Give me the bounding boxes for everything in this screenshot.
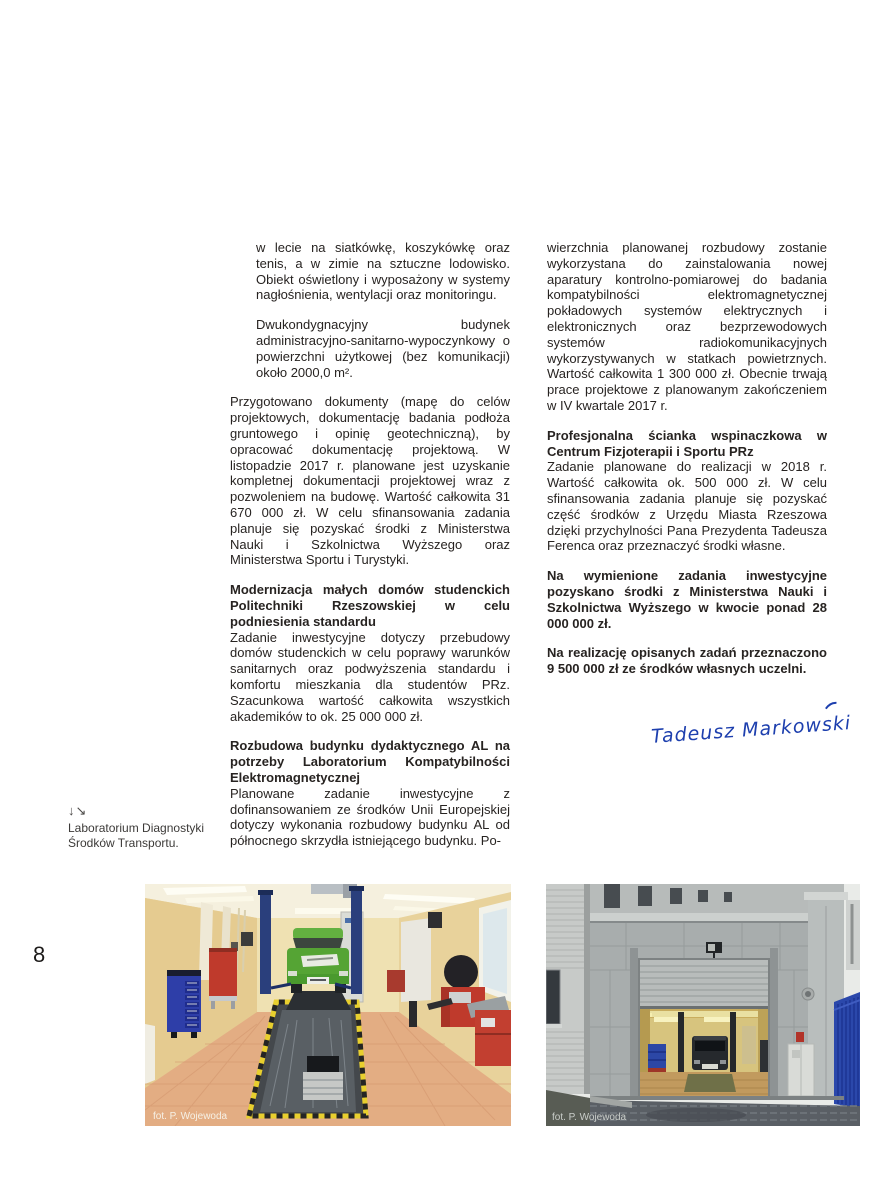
page-number: 8 <box>33 942 46 967</box>
paragraph-admin-building: Dwukondygnacyjny budynek administracyjno-sanitarno-wypoczynkowy o powierzchni użytkowej (bez komunikacji) około 2000,0 m². <box>256 317 510 380</box>
caption-line-2: Środków Transportu. <box>68 836 179 850</box>
paragraph-funding-own: Na realizację opisanych zadań przeznaczono 9 500 000 zł ze środków własnych uczelni. <box>547 645 827 677</box>
section-heading-modernizacja: Modernizacja małych domów studenckich Politechniki Rzeszowskiej w celu podniesienia standardu <box>230 582 510 629</box>
signature-text: Tadeusz Markowski <box>650 711 852 748</box>
tool-cabinet-red <box>209 948 237 1009</box>
photo-lab-interior-art <box>145 884 511 1126</box>
paragraph-documentation: Przygotowano dokumenty (mapę do celów projektowych, dokumentację badania podłoża gruntowego i opinię geotechniczną), by opracować dokumentację projektową. W listopadzie 2017 r. planowane jest uzyskanie kompletnej dokumentacji projektowej wraz z pozwoleniem na budowę. Wartość całkowita 31 670 000 zł. W celu sfinansowania zadania planuje się pozyskać środki z Ministerstwa Nauki i Szkolnictwa Wyższego oraz Ministerstwa Sportu i Turystyki. <box>230 394 510 568</box>
blue-cart <box>648 1044 666 1074</box>
radiator <box>145 1024 155 1084</box>
hood-sticker <box>301 954 339 967</box>
electrical-cabinet <box>788 1044 814 1096</box>
section-heading-rozbudowa: Rozbudowa budynku dydaktycznego AL na potrzeby Laboratorium Kompatybilności Elektromagnetycznej <box>230 738 510 785</box>
photo-credit-right: fot. P. Wojewoda <box>552 1112 627 1123</box>
section-body-modernizacja: Zadanie inwestycyjne dotyczy przebudowy domów studenckich w celu poprawy warunków sanitarnych oraz podwyższenia standardu i komfortu mieszkania dla studentów PRz. Szacunkowa wartość całkowita wszystkich akademików to ok. 25 000 000 zł. <box>230 629 510 724</box>
lift-post-left <box>260 892 271 994</box>
wall-cabinet <box>401 918 431 1002</box>
paragraph-funding-ministry: Na wymienione zadania inwestycyjne pozyskano środki z Ministerstwa Nauki i Szkolnictwa Wyższego w kwocie ponad 28 000 000 zł. <box>547 568 827 631</box>
paragraph-rozbudowa-continued: wierzchnia planowanej rozbudowy zostanie wykorzystana do zainstalowania nowej aparatury kontrolno-pomiarowej do badania kompatybilności elektromagnetycznej pokładowych systemów elektrycznych i elektronicznych oraz bezprzewodowych systemów radiokomunikacyjnych wykorzystywanych w statkach powietrznych. Wartość całkowita 1 300 000 zł. Obecnie trwają prace projektowe z planowanym zakończeniem w IV kwartale 2017 r. <box>547 240 827 413</box>
car-inside <box>692 1036 728 1070</box>
caption-line-1: Laboratorium Diagnostyki <box>68 821 205 835</box>
garage-door <box>640 960 768 1009</box>
photo-lab-interior <box>145 884 511 1126</box>
blue-gate <box>834 992 860 1108</box>
right-text-column <box>547 240 827 691</box>
signature-svg <box>645 698 855 758</box>
neighbour-window <box>546 970 560 1024</box>
photo-lab-exterior <box>546 884 860 1126</box>
signature-flourish <box>825 703 836 709</box>
ceiling-duct <box>311 884 347 894</box>
lift-post-right <box>351 888 362 994</box>
photo-margin-caption <box>68 803 218 851</box>
caption-arrows-icon: ↓↘ <box>68 803 88 818</box>
window-glass <box>483 908 507 994</box>
floor-mat <box>684 1074 736 1092</box>
garage-interior <box>640 1009 768 1100</box>
pit-steps <box>303 1072 343 1100</box>
section-heading-scianka: Profesjonalna ścianka wspinaczkowa w Centrum Fizjoterapii i Sportu PRz <box>547 427 827 459</box>
tool-cabinet-blue <box>167 970 201 1038</box>
neighbour-building <box>546 884 590 1094</box>
left-text-column <box>230 240 510 863</box>
section-body-rozbudowa: Planowane zadanie inwestycyjne z dofinansowaniem ze środków Unii Europejskiej dotyczy wykonania rozbudowy budynku AL od północnego skrzydła istniejącego budynku. Po- <box>230 785 510 849</box>
section-body-scianka: Zadanie planowane do realizacji w 2018 r. Wartość całkowita ok. 500 000 zł. W celu sfinansowania zadania planuje się pozyskać część środków z Urzędu Miasta Rzeszowa dzięki przychylności Pana Prezydenta Tadeusza Ferenca oraz przeznaczyć środki własne. <box>547 459 827 554</box>
photo-credit-left: fot. P. Wojewoda <box>153 1111 228 1122</box>
signature <box>645 698 855 758</box>
paragraph-sports-facility: w lecie na siatkówkę, koszykówkę oraz tenis, a w zimie na sztuczne lodowisko. Obiekt oświetlony i wyposażony w systemy nagłośnienia, wentylacji oraz monitoringu. <box>256 240 510 303</box>
photo-lab-exterior-art <box>546 884 860 1126</box>
